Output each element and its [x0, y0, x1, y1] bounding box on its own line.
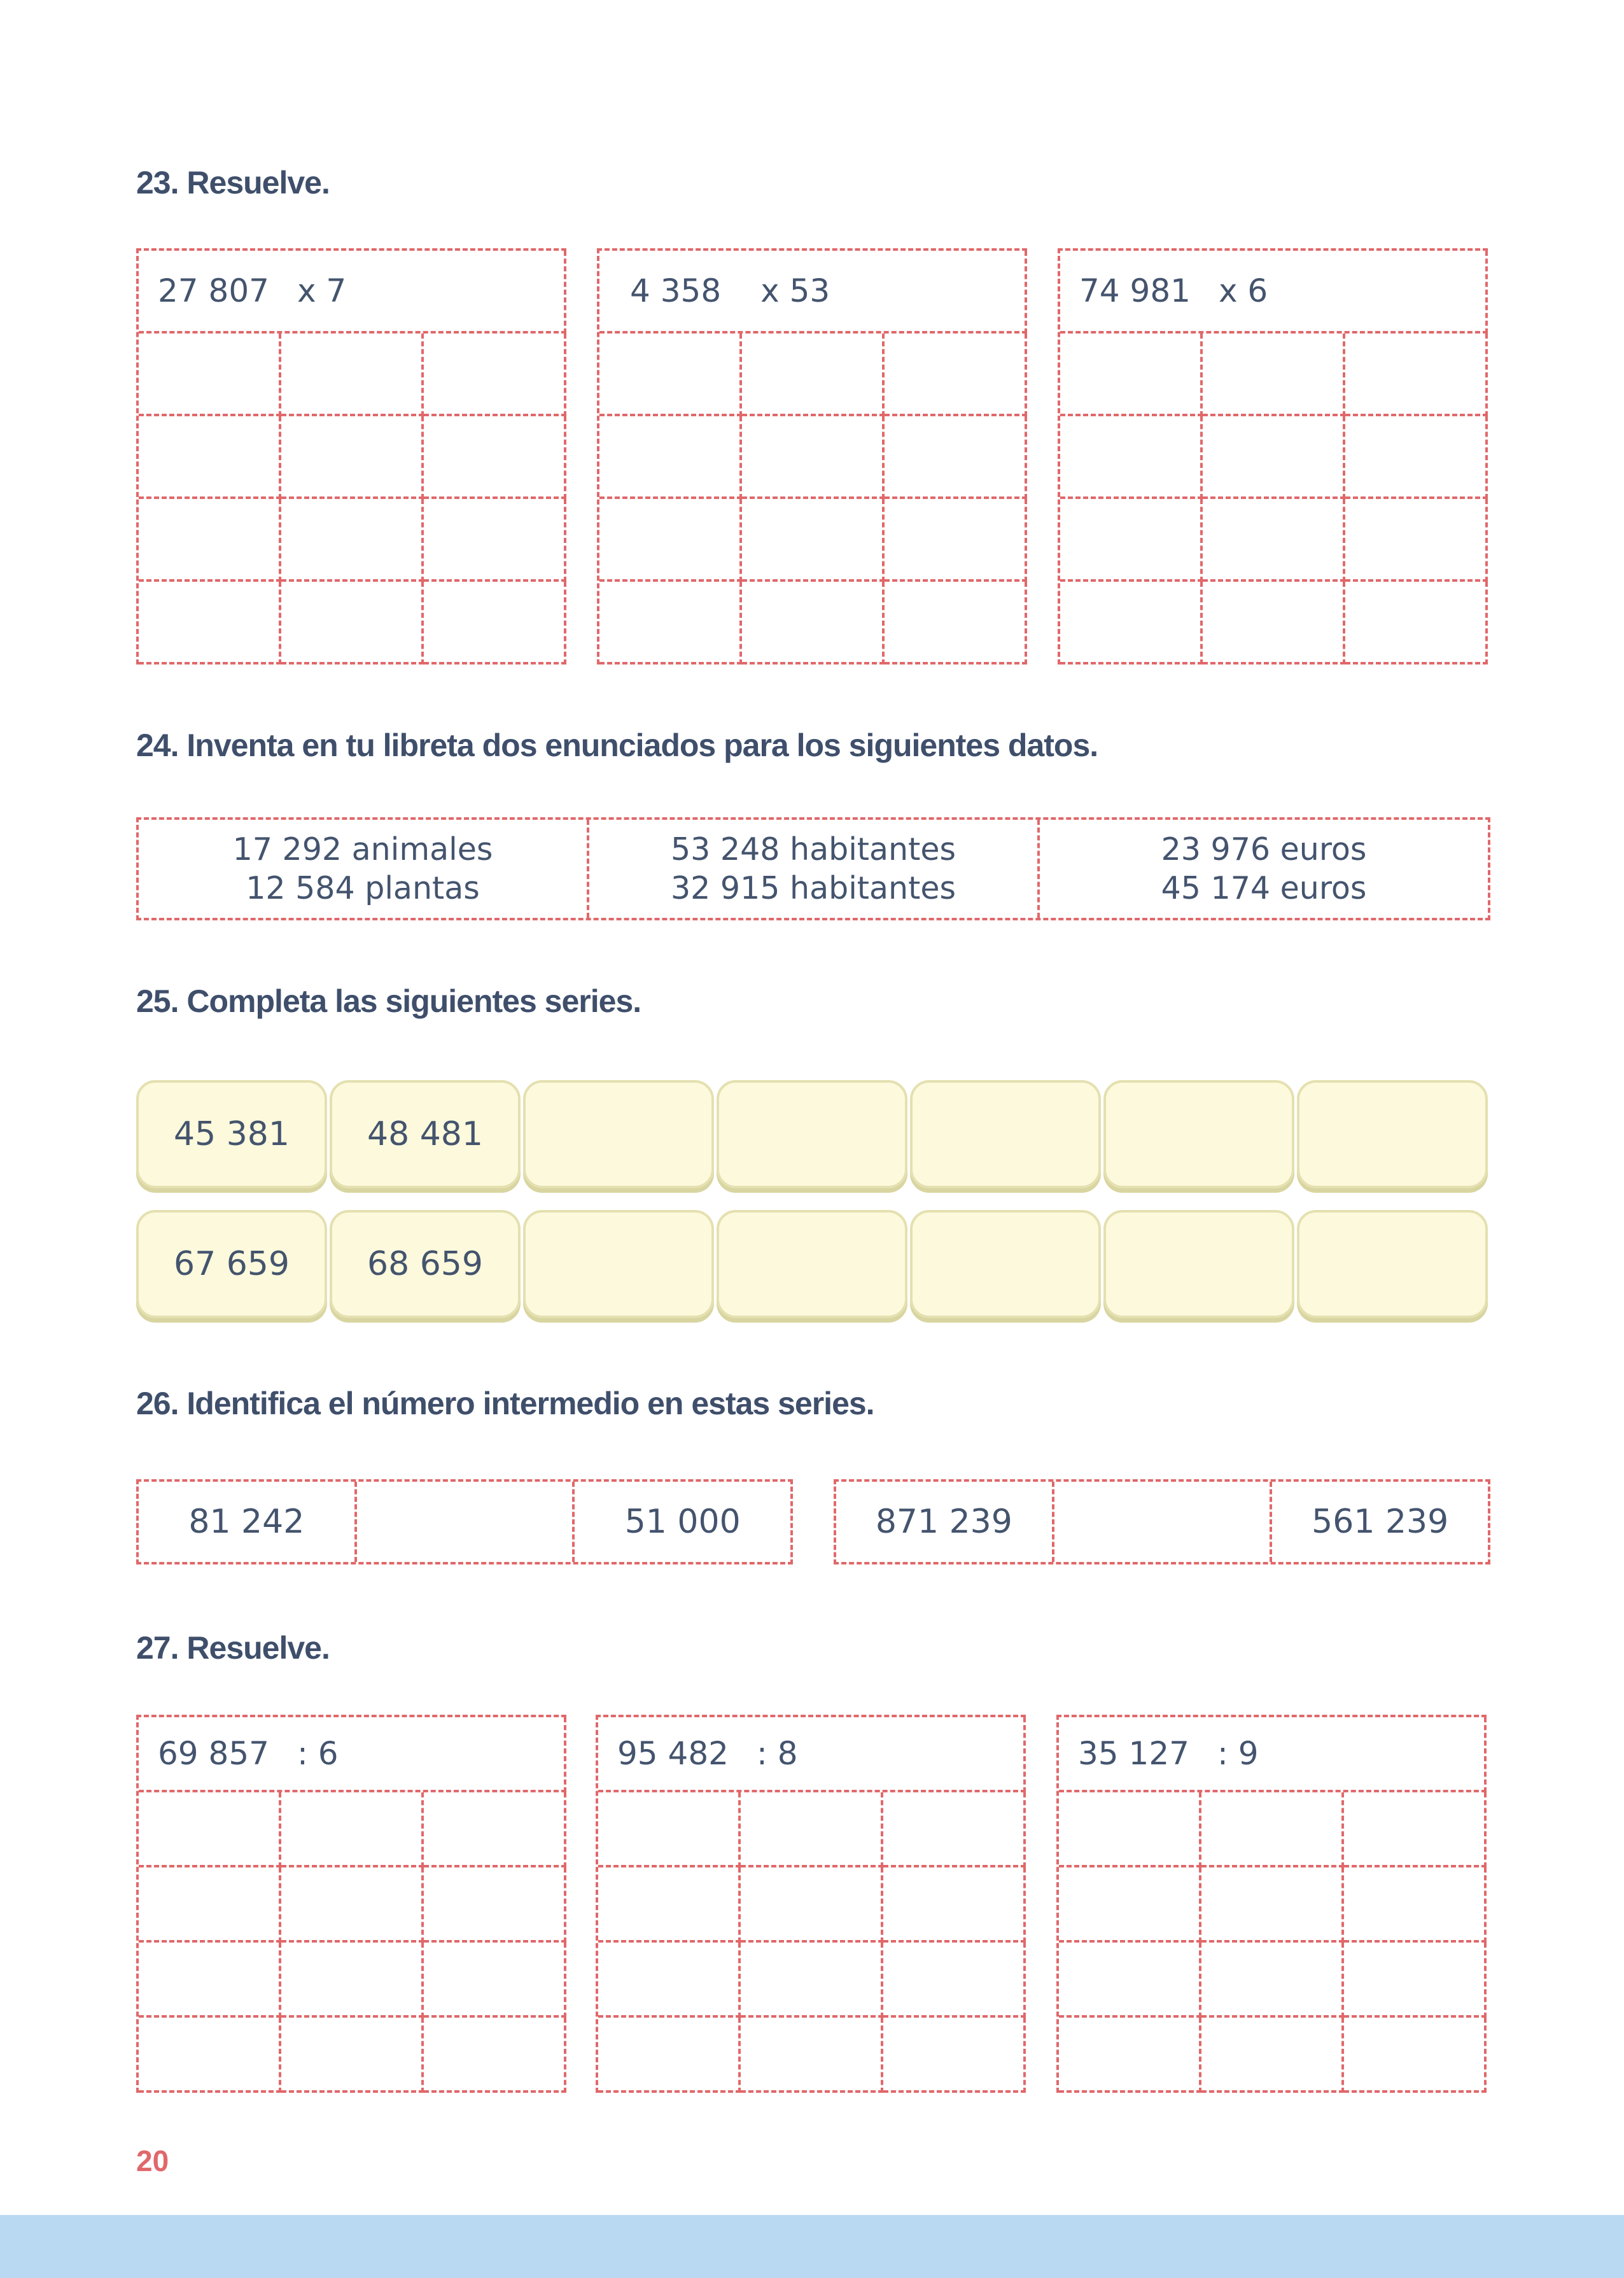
answer-cell[interactable]: [1344, 2018, 1487, 2093]
answer-cell[interactable]: [281, 1792, 424, 1867]
answer-cell[interactable]: [1059, 2018, 1201, 2093]
bottom-band: [0, 2215, 1624, 2278]
answer-cell[interactable]: [424, 416, 566, 499]
answer-cell[interactable]: [1201, 1943, 1344, 2018]
answer-cell[interactable]: [1201, 1867, 1344, 1943]
series-answer-cell[interactable]: [523, 1080, 714, 1188]
division-grid-2: [596, 1715, 1026, 2093]
page-number: 20: [136, 2144, 169, 2177]
answer-cell[interactable]: [1345, 334, 1488, 416]
answer-cell[interactable]: [139, 499, 281, 582]
problem-header: [139, 251, 566, 334]
series-row-1: [136, 1080, 1488, 1190]
problem-header: [599, 251, 1027, 334]
data-column: [139, 820, 587, 918]
problem-header: [1060, 251, 1488, 334]
series-answer-cell[interactable]: [1103, 1080, 1294, 1188]
series-cell: 45 381: [136, 1080, 327, 1188]
intermediate-answer-cell[interactable]: [1052, 1482, 1270, 1562]
answer-cell[interactable]: [885, 334, 1027, 416]
answer-cell[interactable]: [1203, 582, 1345, 664]
problem-operation: x 53: [760, 272, 830, 309]
problem-operation: : 9: [1217, 1735, 1259, 1772]
data-column: [587, 820, 1037, 918]
answer-cell[interactable]: [1203, 499, 1345, 582]
answer-cell[interactable]: [424, 1867, 566, 1943]
answer-cell[interactable]: [598, 1792, 741, 1867]
answer-cell[interactable]: [885, 416, 1027, 499]
series-answer-cell[interactable]: [1297, 1210, 1488, 1318]
answer-cell[interactable]: [1344, 1943, 1487, 2018]
answer-cell[interactable]: [883, 1867, 1026, 1943]
answer-cell[interactable]: [1344, 1867, 1487, 1943]
problem-number: 69 857: [158, 1735, 269, 1772]
answer-cell[interactable]: [1059, 1792, 1201, 1867]
intermediate-series-2: [834, 1479, 1490, 1564]
problem-number: 74 981: [1079, 272, 1191, 309]
answer-cell[interactable]: [598, 1867, 741, 1943]
intermediate-series-1: [136, 1479, 793, 1564]
data-column: [1037, 820, 1488, 918]
answer-cell[interactable]: [139, 2018, 281, 2093]
answer-cell[interactable]: [1201, 2018, 1344, 2093]
answer-cell[interactable]: [1060, 416, 1203, 499]
answer-cell[interactable]: [742, 416, 885, 499]
problem-header: [1059, 1717, 1487, 1792]
answer-cell[interactable]: [742, 334, 885, 416]
answer-cell[interactable]: [281, 499, 424, 582]
problem-number: 95 482: [617, 1735, 729, 1772]
series-answer-cell[interactable]: [717, 1080, 907, 1188]
series-answer-cell[interactable]: [523, 1210, 714, 1318]
series-answer-cell[interactable]: [910, 1080, 1101, 1188]
series-cell: 48 481: [330, 1080, 521, 1188]
multiplication-grid-2: [597, 248, 1027, 664]
series-start-value: 871 239: [875, 1503, 1012, 1541]
answer-cell[interactable]: [883, 2018, 1026, 2093]
answer-cell[interactable]: [1060, 499, 1203, 582]
series-answer-cell[interactable]: [1297, 1080, 1488, 1188]
problem-operation: x 6: [1218, 272, 1268, 309]
answer-cell[interactable]: [281, 1867, 424, 1943]
answer-cell[interactable]: [424, 582, 566, 664]
division-grid-1: [136, 1715, 566, 2093]
answer-cell[interactable]: [424, 334, 566, 416]
answer-cell[interactable]: [883, 1792, 1026, 1867]
answer-cell[interactable]: [742, 582, 885, 664]
answer-cell[interactable]: [424, 499, 566, 582]
problem-header: [598, 1717, 1026, 1792]
series-start-value: 81 242: [188, 1503, 305, 1541]
multiplication-grid-1: [136, 248, 566, 664]
data-line: 45 174 euros: [1161, 870, 1367, 906]
data-line: 17 292 animales: [232, 831, 493, 868]
answer-cell[interactable]: [885, 499, 1027, 582]
data-line: 32 915 habitantes: [670, 870, 956, 906]
answer-cell[interactable]: [741, 1943, 883, 2018]
answer-cell[interactable]: [1344, 1792, 1487, 1867]
series-answer-cell[interactable]: [717, 1210, 907, 1318]
problem-number: 4 358: [630, 272, 722, 309]
exercise-26-title: 26. Identifica el número intermedio en estas series.: [136, 1386, 874, 1421]
answer-cell[interactable]: [281, 2018, 424, 2093]
exercise-27-title: 27. Resuelve.: [136, 1630, 330, 1666]
intermediate-answer-cell[interactable]: [354, 1482, 573, 1562]
answer-cell[interactable]: [139, 1792, 281, 1867]
answer-cell[interactable]: [1059, 1943, 1201, 2018]
answer-cell[interactable]: [1201, 1792, 1344, 1867]
data-line: 12 584 plantas: [246, 870, 480, 906]
data-line: 53 248 habitantes: [670, 831, 956, 868]
problem-operation: x 7: [297, 272, 347, 309]
answer-cell[interactable]: [1345, 416, 1488, 499]
answer-cell[interactable]: [741, 1792, 883, 1867]
exercise-25-title: 25. Completa las siguientes series.: [136, 983, 641, 1019]
answer-cell[interactable]: [883, 1943, 1026, 2018]
answer-cell[interactable]: [281, 582, 424, 664]
data-line: 23 976 euros: [1161, 831, 1367, 868]
answer-cell[interactable]: [742, 499, 885, 582]
answer-cell[interactable]: [599, 334, 742, 416]
answer-cell[interactable]: [599, 416, 742, 499]
answer-cell[interactable]: [139, 1867, 281, 1943]
answer-cell[interactable]: [1345, 582, 1488, 664]
problem-number: 27 807: [158, 272, 269, 309]
answer-cell[interactable]: [599, 499, 742, 582]
series-answer-cell[interactable]: [1103, 1210, 1294, 1318]
problem-header: [139, 1717, 566, 1792]
answer-cell[interactable]: [1060, 334, 1203, 416]
exercise-24-title: 24. Inventa en tu libreta dos enunciados para los siguientes datos.: [136, 728, 1098, 763]
series-end-value: 561 239: [1270, 1482, 1488, 1562]
answer-cell[interactable]: [139, 334, 281, 416]
series-answer-cell[interactable]: [910, 1210, 1101, 1318]
answer-cell[interactable]: [885, 582, 1027, 664]
answer-cell[interactable]: [741, 1867, 883, 1943]
answer-cell[interactable]: [424, 1943, 566, 2018]
problem-operation: : 8: [756, 1735, 798, 1772]
answer-cell[interactable]: [1059, 1867, 1201, 1943]
division-grid-3: [1056, 1715, 1487, 2093]
answer-cell[interactable]: [1060, 582, 1203, 664]
answer-cell[interactable]: [139, 582, 281, 664]
series-cell: 68 659: [330, 1210, 521, 1318]
exercise-23-title: 23. Resuelve.: [136, 165, 330, 200]
answer-cell[interactable]: [598, 2018, 741, 2093]
series-cell: 67 659: [136, 1210, 327, 1318]
answer-cell[interactable]: [1345, 499, 1488, 582]
answer-cell[interactable]: [598, 1943, 741, 2018]
series-row-2: [136, 1210, 1488, 1319]
answer-cell[interactable]: [281, 1943, 424, 2018]
problem-number: 35 127: [1078, 1735, 1189, 1772]
answer-cell[interactable]: [599, 582, 742, 664]
data-table: [136, 817, 1490, 920]
answer-cell[interactable]: [424, 1792, 566, 1867]
answer-cell[interactable]: [741, 2018, 883, 2093]
answer-cell[interactable]: [139, 1943, 281, 2018]
multiplication-grid-3: [1058, 248, 1488, 664]
answer-cell[interactable]: [424, 2018, 566, 2093]
answer-cell[interactable]: [281, 334, 424, 416]
answer-cell[interactable]: [139, 416, 281, 499]
answer-cell[interactable]: [1203, 416, 1345, 499]
series-end-value: 51 000: [572, 1482, 790, 1562]
answer-cell[interactable]: [281, 416, 424, 499]
problem-operation: : 6: [297, 1735, 339, 1772]
answer-cell[interactable]: [1203, 334, 1345, 416]
